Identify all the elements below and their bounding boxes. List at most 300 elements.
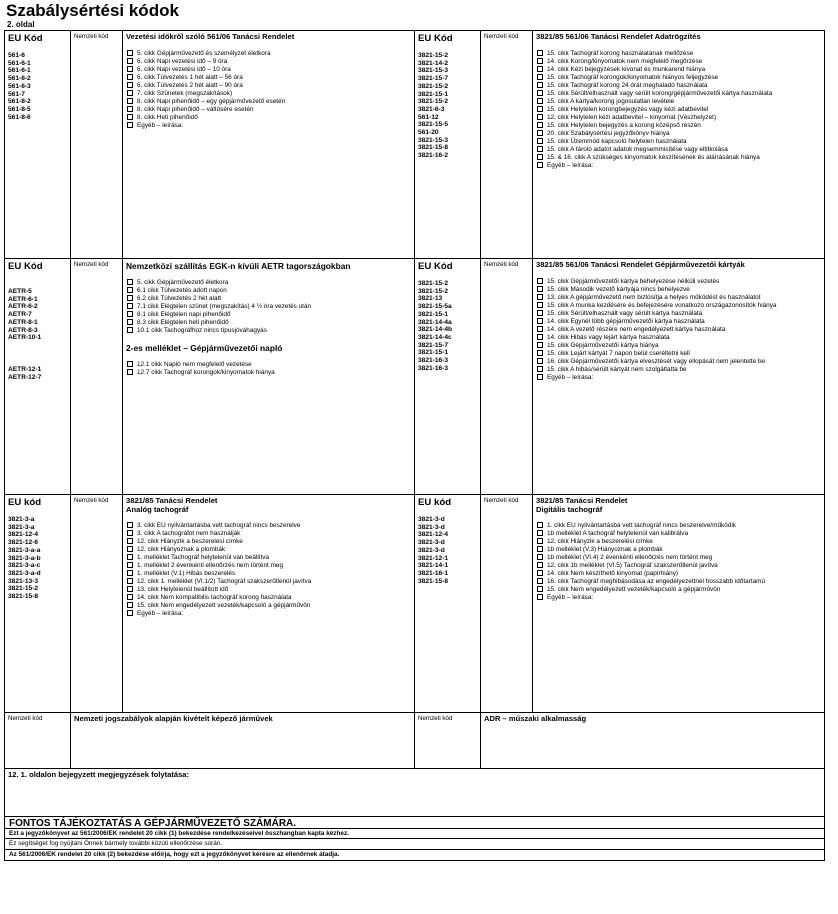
info-title: FONTOS TÁJÉKOZTATÁS A GÉPJÁRMŰVEZETŐ SZÁMÁRA. [9,818,297,829]
checklist-item [536,82,821,89]
checkbox[interactable] [537,278,543,284]
checkbox[interactable] [127,369,133,375]
checkbox[interactable] [127,287,133,293]
checklist-item-label: 1. melléklet Tachográf helytelenül van beállítva [137,554,270,562]
section-tachograph [5,495,825,713]
checklist-item [126,50,411,57]
checklist-item [126,98,411,105]
eu-code-value: 3821-14-4b [418,326,453,334]
eu-code-value: 3821-15-5a [418,303,452,311]
checkbox[interactable] [537,334,543,340]
checklist-item-label: Egyéb – leírása: [547,373,594,381]
eu-code-header: EU kód [418,497,452,508]
checklist-item-label: 7.1 cikk Elégtelen szünet (megszakítás) 4 ½ óra vezetés után [137,303,312,310]
checklist-item [126,287,411,294]
checklist-item-label: 15. cikk A munka kezdésére és befejezésére vonatkozó országazonosítók hiánya [547,301,777,309]
checklist-item-label: 14. cikk A vezető részére nem engedélyezett kártya használata [547,325,726,333]
checklist-item-label: 5. cikk Gépjárművezető és személyzet életkora [137,49,271,57]
checklist-item-label: 15. cikk Tachográf korong 24 órát meghaladó használata [547,81,708,89]
checklist-item-label: 14. cikk Korong/kinyomatok nem megfelelő megőrzése [547,57,703,65]
checklist-item [536,310,821,317]
checklist-item [536,154,821,161]
checkbox[interactable] [127,570,133,576]
checkbox[interactable] [127,327,133,333]
checklist-item-label: 12. cikk 1. melléklet (VI.1/2) Tachográf szakszerűtlenül javítva [137,578,312,586]
checkbox[interactable] [127,122,133,128]
checklist-item-label: 13. cikk Helytelenül beállított idő [137,586,229,594]
checklist-item [536,114,821,121]
checklist-item-label: 3. cikk EU nyilvántartásba vett tachográf nincs beszerelve [137,522,301,530]
s4-right-title: ADR – műszaki alkalmasság [484,714,587,723]
checklist-item [126,58,411,65]
checklist-item-label: 6. cikk Napi vezetési idő – 9 óra [137,57,228,65]
checkbox[interactable] [537,286,543,292]
checkbox[interactable] [127,295,133,301]
checklist-item [536,138,821,145]
info-line3-row [5,850,825,861]
checkbox[interactable] [127,50,133,56]
checklist-item [126,106,411,113]
eu-code-value: 3821-15-1 [418,349,449,357]
checkbox[interactable] [537,570,543,576]
checklist-item-label: 15. cikk Gépjárművezetői kártya behelyezése nélküli vezetés [547,277,720,285]
page-subtitle: 2. oldal [7,20,35,29]
s2-right-title: 3821/85 561/06 Tanácsi Rendelet Gépjárművezetői kártyák [536,260,745,269]
checklist-item-label: 15. cikk Lejárt kártyát 7 napon belül cseréltetni kell [547,349,690,357]
checklist-item [536,162,821,169]
eu-code-value: 561-8-5 [8,105,31,113]
checklist-item [126,586,411,593]
eu-code-value: 3821-13-3 [8,577,39,585]
checkbox[interactable] [127,82,133,88]
form-page [4,2,824,861]
checklist-item [536,90,821,97]
checkbox[interactable] [537,350,543,356]
eu-code-header: EU kód [8,497,42,508]
checklist-item [126,522,411,529]
eu-code-value: 3821-3-a-b [8,554,41,562]
checklist-item [126,546,411,553]
checklist-item-label: 16. cikk Gépjárművezetői kártya elvesztését vagy ellopását nem jelentette be [547,357,766,365]
eu-code-value: 3821-15-1 [418,310,449,318]
checkbox[interactable] [537,130,543,136]
national-code-header: Nemzeti kód [8,715,43,722]
eu-code-value: 3821-3-a-d [8,569,41,577]
checklist-item-label: 8.1 cikk Elégtelen napi pihenőidő [137,311,231,318]
eu-code-value: AETR-6-2 [8,303,38,311]
eu-code-value: 3821-12-4 [418,531,449,539]
info-line-2: Ez segítséget fog nyújtani Önnek bármely további közúti ellenőrzése során. [9,840,223,848]
s1-right-title: 3821/85 561/06 Tanácsi Rendelet Adatrögzítés [536,32,701,41]
checklist-item [536,578,821,585]
checkbox[interactable] [127,546,133,552]
checklist-item [536,302,821,309]
checkbox[interactable] [127,530,133,536]
checkbox[interactable] [537,50,543,56]
checklist-item [536,286,821,293]
checkbox[interactable] [537,554,543,560]
checkbox[interactable] [127,106,133,112]
checkbox[interactable] [537,146,543,152]
eu-code-value: 3821-15-1 [418,90,449,98]
checklist-item-label: 15. cikk A kártya/korong jogosulatlan levétele [547,97,675,105]
checklist-item [126,122,411,129]
page-title: Szabálysértési kódok [6,1,179,20]
checklist-item-label: 1. melléklet 2 évenkénti ellenőrzés nem történt meg [137,562,283,570]
eu-code-value: 3821-12-4 [8,531,39,539]
checklist-item [126,327,411,334]
checkbox[interactable] [127,279,133,285]
checklist-item-label: 15. cikk Sérült/elhasznált vagy sérült kártya használata [547,309,703,317]
checklist-item [536,74,821,81]
info-line1-row [5,828,825,839]
eu-code-header: EU Kód [8,261,43,272]
checklist-item [536,106,821,113]
eu-code-value: 3821-15-3 [418,136,449,144]
s2-annex-title: 2-es melléklet – Gépjárművezetői napló [126,343,283,353]
checkbox[interactable] [537,586,543,592]
s3-right-title: 3821/85 Tanácsi Rendelet [536,496,628,505]
checklist-item-label: 15. cikk Helytelen korongbejegyzés vagy kézi adatbevitel [547,105,709,113]
eu-code-value: 561-6-2 [8,75,31,83]
s4-left-title: Nemzeti jogszabályok alapján kivételt képező járművek [74,714,273,723]
eu-code-value: 3821-3-d [418,546,445,554]
checklist-item-label: Egyéb – leírása: [137,610,184,618]
national-code-header: Nemzeti kód [74,261,109,268]
checkbox[interactable] [127,586,133,592]
section-national [5,713,825,769]
eu-code-value: AETR-10-1 [8,334,42,342]
checkbox[interactable] [127,610,133,616]
checklist-item [126,74,411,81]
checkbox[interactable] [537,302,543,308]
checklist-item-label: 1. cikk EU nyilvántartásba vett tachográf nincs beszerelve/működik [547,522,736,530]
checklist-item-label: 16. cikk Tachográf meghibásodása az engedélyezettnél hosszabb időtartamú [547,578,766,586]
checkbox[interactable] [537,366,543,372]
checkbox[interactable] [127,538,133,544]
eu-code-value: AETR-12-7 [8,373,42,381]
checkbox[interactable] [537,98,543,104]
eu-code-header: EU Kód [418,261,453,272]
checkbox[interactable] [127,303,133,309]
checkbox[interactable] [537,358,543,364]
section-aetr [5,259,825,495]
checkbox[interactable] [127,602,133,608]
checkbox[interactable] [537,114,543,120]
checklist-item [536,366,821,373]
checklist-item-label: 3. cikk A tachográfot nem használják [137,530,241,538]
eu-code-value: AETR-8-3 [8,326,38,334]
eu-code-value: 3821-14-4a [418,318,452,326]
checkbox[interactable] [127,311,133,317]
checklist-item [536,374,821,381]
s2-annex-codes [8,366,67,381]
eu-code-value: 3821-12-1 [418,554,449,562]
eu-code-value: 3821-3-a-a [8,546,41,554]
checkbox[interactable] [537,318,543,324]
checklist-item [126,114,411,121]
s1-right-items [536,50,821,169]
info-line-1: Ezt a jegyzőkönyvet az 561/2006/EK rendelet 20 cikk (1) bekezdése rendelkezéseivel összhangban kapta kézhez. [9,829,349,837]
national-code-header: Nemzeti kód [418,715,453,722]
s3-right-items [536,522,821,601]
checklist-item [536,50,821,57]
s2-annex-items [126,361,411,376]
checklist-item [536,58,821,65]
checklist-item [536,350,821,357]
info-line2-row [5,839,825,850]
eu-code-value: 3821-14-1 [418,562,449,570]
checklist-item [536,294,821,301]
eu-code-value: 561-8-6 [8,113,31,121]
checklist-item [536,594,821,601]
checklist-item [536,570,821,577]
checklist-item-label: 10.1 cikk Tachográfhoz nincs típusjóváhagyás [137,327,267,334]
eu-code-value: 3821-15-2 [418,82,449,90]
checkbox[interactable] [127,554,133,560]
notes-row [5,769,825,817]
eu-code-header: EU Kód [418,33,453,44]
checklist-item-label: 8. cikk Heti pihenőidő [137,113,198,121]
checklist-item-label: 8.3 cikk Elégtelen heti pihenőidő [137,319,229,326]
checklist-item [536,586,821,593]
checklist-item-label: Egyéb – leírása: [137,121,184,129]
checklist-item-label: 12. cikk Hiányzik a beszerelési címke [547,538,653,546]
checklist-item [536,318,821,325]
checklist-item [126,538,411,545]
checkbox[interactable] [127,522,133,528]
checkbox[interactable] [537,90,543,96]
checkbox[interactable] [537,82,543,88]
eu-code-value: 3821-13 [418,295,443,303]
checklist-item [536,146,821,153]
eu-code-value: 3821-12-6 [8,539,39,547]
eu-code-value: AETR-12-1 [8,365,42,373]
checkbox[interactable] [537,138,543,144]
checklist-item-label: 14. cikk Kézi bejegyzések kivonat és munkarend hiánya [547,65,706,73]
eu-code-value: 3821-16-3 [418,364,449,372]
checkbox[interactable] [537,342,543,348]
eu-code-value: AETR-6-1 [8,295,38,303]
checkbox[interactable] [537,122,543,128]
checkbox[interactable] [537,538,543,544]
s1-left-codes [8,52,67,121]
checkbox[interactable] [127,319,133,325]
checklist-item-label: 15. cikk Nem engedélyezett vezeték/kapcsoló a gépjárművön [137,602,311,610]
checklist-item [126,578,411,585]
checklist-item-label: 14. cikk Nem kompatibilis tachográf korong használata [137,594,292,602]
checkbox[interactable] [537,522,543,528]
s1-left-items [126,50,411,129]
checklist-item [126,319,411,326]
s3-right-codes [418,516,477,585]
eu-code-value: 561-7 [8,90,25,98]
checklist-item [536,530,821,537]
checkbox[interactable] [127,562,133,568]
checklist-item [536,278,821,285]
eu-code-value: 3821-16-2 [418,152,449,160]
checklist-item-label: 8. cikk Napi pihenőidő – egy gépjárművezető esetén [137,97,286,105]
checklist-item [536,130,821,137]
s3-left-codes [8,516,67,601]
section-driving-times [5,31,825,259]
eu-code-value: 3821-3-d [418,516,445,523]
eu-code-value: 3821-15-2 [418,287,449,295]
checkbox[interactable] [127,90,133,96]
checklist-item [126,295,411,302]
checklist-item [126,90,411,97]
checklist-item-label: 1. melléklet (V.1) Hibás beszerelés [137,570,236,578]
national-code-header: Nemzeti kód [484,261,519,268]
checklist-item-label: 8. cikk Napi pihenőidő – váltósére esetén [137,105,254,113]
checkbox[interactable] [127,66,133,72]
checkbox[interactable] [537,106,543,112]
s1-left-title: Vezetési időkről szóló 561/06 Tanácsi Rendelet [126,32,295,41]
checklist-item-label: 12. cikk Hiányzik a beszerelési címke [137,538,243,546]
checklist-item [536,554,821,561]
checkbox[interactable] [537,578,543,584]
checklist-item-label: 12.1 cikk Napló nem megfelelő vezetése [137,361,252,368]
eu-code-value: 3821-15-2 [418,98,449,106]
eu-code-value: 561-20 [418,129,439,137]
checklist-item-label: 1b melléklet (V.3) Hiányoznak a plombák [547,546,663,554]
eu-code-value: 3821-3-a-c [8,562,41,570]
checkbox[interactable] [537,326,543,332]
checklist-item-label: 14. cikk Egynél több gépjárművezetői kártya használata [547,317,705,325]
s3-left-items [126,522,411,617]
checklist-item [126,279,411,286]
checklist-item-label: 6.1 cikk Túlvezetés adott napon [137,287,227,294]
checklist-item-label: 15. cikk Nem engedélyezett vezeték/kapcsoló a gépjárművön [547,586,721,594]
checklist-item-label: 1b melléklet A tachográf helytelenül van kalibrálva [547,530,689,538]
checklist-item-label: 6.2 cikk Túlvezetés 2 hét alatt [137,295,222,302]
checklist-item-label: 6. cikk Túlvezetés 1 hét alatt – 56 óra [137,73,243,81]
notes-label: 12. 1. oldalon bejegyzett megjegyzések folytatása: [8,770,190,779]
checklist-item [536,334,821,341]
checklist-item [126,554,411,561]
eu-code-value: 3821-15-5 [418,121,449,129]
eu-code-value: 3821-15-8 [418,144,449,152]
info-line-3: Az 561/2006/EK rendelet 20 cikk (2) bekezdése előírja, hogy ezt a jegyzőkönyvet kérésre az ellenőrnek átadja. [9,851,340,859]
eu-code-value: 3821-14-2 [418,59,449,67]
eu-code-value: 561-6 [8,52,25,59]
checklist-item [126,303,411,310]
checkbox[interactable] [537,66,543,72]
checkbox[interactable] [537,294,543,300]
checkbox[interactable] [537,594,543,600]
checklist-item-label: 15. cikk Üzemmód kapcsoló helytelen használata [547,137,687,145]
checkbox[interactable] [127,361,133,367]
checklist-item [536,98,821,105]
checklist-item-label: 15. & 16. cikk A szükséges kinyomatok készítésének és aláírásának hiánya [547,153,760,161]
checklist-item [536,358,821,365]
checkbox[interactable] [537,530,543,536]
checkbox[interactable] [537,162,543,168]
checklist-item [126,361,411,368]
eu-code-value: AETR-5 [8,288,32,295]
checklist-item-label: 15. cikk Tachográf korong használatának mellőzése [547,49,694,57]
checkbox[interactable] [127,74,133,80]
checkbox[interactable] [537,546,543,552]
checkbox[interactable] [537,74,543,80]
checklist-item-label: 5. cikk Gépjárművezető életkora [137,279,229,286]
checklist-item-label: 12. cikk Helytelen kézi adatbevitel – kinyomat (Vészhelyzet) [547,113,717,121]
eu-code-value: 3821-3-d [418,539,445,547]
eu-code-value: 561-6-1 [8,67,31,75]
checkbox[interactable] [537,310,543,316]
checklist-item [536,342,821,349]
checklist-item [536,522,821,529]
checkbox[interactable] [537,562,543,568]
eu-code-value: 3821-15-7 [418,75,449,83]
checklist-item [126,82,411,89]
checkbox[interactable] [127,578,133,584]
checklist-item-label: Egyéb – leírása: [547,594,594,602]
checklist-item-label: 15. cikk Sérült/elhasznált vagy sérült korong/gépjárművezetői kártya használata [547,89,773,97]
checkbox[interactable] [537,58,543,64]
s3-left-title: 3821/85 Tanácsi Rendelet [126,496,218,505]
checklist-item-label: 14. cikk Nem készíthető kinyomat (papírhiány) [547,570,679,578]
checkbox[interactable] [127,114,133,120]
eu-code-value: 561-6-1 [8,59,31,67]
eu-code-value: AETR-7 [8,311,32,319]
checklist-item [536,66,821,73]
checklist-item [126,610,411,617]
s3-right-subtitle: Digitális tachográf [536,504,603,514]
checklist-item-label: 14. cikk Hibás vagy lejárt kártya használata [547,333,670,341]
checklist-item [126,562,411,569]
checkbox[interactable] [537,374,543,380]
checkbox[interactable] [127,98,133,104]
eu-code-value: 561-12 [418,113,439,121]
eu-code-value: 3821-16-3 [418,357,449,365]
checklist-item [126,66,411,73]
checklist-item [126,369,411,376]
eu-code-value: 3821-14-4c [418,333,452,341]
national-code-header: Nemzeti kód [484,497,519,504]
eu-code-value: 3821-15-2 [8,585,39,593]
eu-code-value: 3821-3-d [418,523,445,531]
checklist-item-label: 7. cikk Szünetek (megszakítások) [137,89,233,97]
checklist-item-label: 15. cikk A tároló adatot adatok megsemmisítése vagy eltitkolása [547,145,728,153]
checklist-item-label: 12. cikk Hiányoznak a plombák [137,546,226,554]
s2-left-title: Nemzetközi szállítás EGK-n kívüli AETR tagországokban [126,261,351,271]
s2-right-items [536,278,821,381]
eu-code-value: AETR-8-1 [8,318,38,326]
checklist-item-label: 15. cikk Második vezető kártyája nincs behelyezve [547,285,690,293]
checklist-item [536,326,821,333]
checklist-item [126,602,411,609]
eu-code-value: 3821-6-3 [418,105,445,113]
checklist-item-label: 15. cikk Gépjárművezetői kártya hiánya [547,341,659,349]
checklist-item-label: 1b melléklet (VI.4) 2 évenkénti ellenőrzés nem történt meg [547,554,713,562]
checkbox[interactable] [127,58,133,64]
national-code-header: Nemzeti kód [74,33,109,40]
s2-left-codes [8,288,67,342]
eu-code-value: 3821-15-8 [418,577,449,585]
checklist-item [126,311,411,318]
checkbox[interactable] [537,154,543,160]
s2-right-codes [418,280,477,372]
s1-right-codes [418,52,477,160]
checkbox[interactable] [127,594,133,600]
checklist-item-label: 13. cikk A gépjárművezető nem biztosítja a helyes működést és használatot [547,293,761,301]
eu-code-value: 3821-3-a [8,523,35,531]
eu-code-header: EU Kód [8,33,43,44]
notes-field[interactable] [5,769,825,817]
eu-code-value: 561-8-2 [8,98,31,106]
checklist-item-label: 12. cikk 1b melléklet (VI.5) Tachográf szakszerűtlenül javítva [547,562,718,570]
